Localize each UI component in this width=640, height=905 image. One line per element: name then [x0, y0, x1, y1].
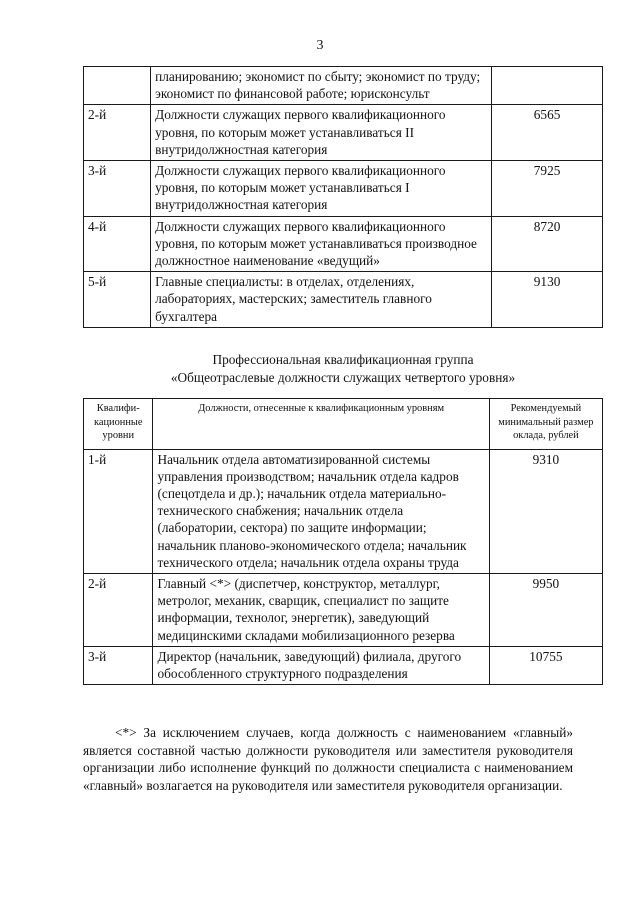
group-title-line-2: «Общеотраслевые должности служащих четвертого уровня» — [170, 369, 516, 385]
salary-cell: 9130 — [492, 272, 603, 328]
group-title-line-1: Профессиональная квалификационная группа — [212, 352, 474, 367]
table-row — [84, 216, 603, 272]
table-row — [84, 449, 603, 573]
table-continued — [83, 66, 603, 328]
salary-cell: 9950 — [489, 573, 602, 646]
salary-cell: 10755 — [489, 646, 602, 684]
table-row — [84, 272, 603, 328]
table-row — [84, 105, 603, 161]
positions-cell: планированию; экономист по сбыту; экономист по труду; экономист по финансовой работе; юрисконсульт — [151, 67, 492, 105]
salary-cell: 9310 — [489, 449, 602, 573]
header-positions: Должности, отнесенные к квалификационным уровням — [153, 399, 489, 450]
positions-cell: Должности служащих первого квалификационного уровня, по которым может устанавливаться производное должностное наименование «ведущий» — [151, 216, 492, 272]
level-cell: 1-й — [84, 449, 153, 573]
table-row — [84, 161, 603, 217]
positions-cell: Начальник отдела автоматизированной системы управления производством; начальник отдела кадров (спецотдела и др.); начальник отдела материально-технического снабжения; начальник отдела (лаборатории, сектора) по защите информации; начальник планово-экономического отдела; начальник технического отдела; начальник отдела охраны труда — [153, 449, 489, 573]
level-cell — [84, 67, 151, 105]
salary-cell: 6565 — [492, 105, 603, 161]
header-salary: Рекомендуемый минимальный размер оклада, рублей — [489, 399, 602, 450]
positions-cell: Главные специалисты: в отделах, отделениях, лабораториях, мастерских; заместитель главного бухгалтера — [151, 272, 492, 328]
table-header-row — [84, 399, 603, 450]
level-cell: 2-й — [84, 105, 151, 161]
level-cell: 4-й — [84, 216, 151, 272]
header-level: Квалифи-кационные уровни — [84, 399, 153, 450]
level-cell: 2-й — [84, 573, 153, 646]
positions-cell: Должности служащих первого квалификационного уровня, по которым может устанавливаться II внутридолжностная категория — [151, 105, 492, 161]
level-cell: 3-й — [84, 646, 153, 684]
table-row — [84, 573, 603, 646]
salary-cell: 8720 — [492, 216, 603, 272]
table-group-4 — [83, 398, 603, 685]
group-title — [83, 351, 603, 386]
salary-cell — [492, 67, 603, 105]
positions-cell: Должности служащих первого квалификационного уровня, по которым может устанавливаться I внутридолжностная категория — [151, 161, 492, 217]
page-number: 3 — [316, 38, 324, 53]
table-row — [84, 67, 603, 105]
positions-cell: Главный <*> (диспетчер, конструктор, металлург, метролог, механик, сварщик, специалист по защите информации, технолог, энергетик), заведующий медицинскими складами мобилизационного резерва — [153, 573, 489, 646]
level-cell: 5-й — [84, 272, 151, 328]
footnote: <*> За исключением случаев, когда должность с наименованием «главный» является составной частью должности руководителя или заместителя руководителя организации либо исполнение функций по должности специалиста с наименованием «главный» возлагается на руководителя или заместителя руководителя организации. — [83, 725, 573, 793]
level-cell: 3-й — [84, 161, 151, 217]
table-row — [84, 646, 603, 684]
positions-cell: Директор (начальник, заведующий) филиала, другого обособленного структурного подразделения — [153, 646, 489, 684]
salary-cell: 7925 — [492, 161, 603, 217]
